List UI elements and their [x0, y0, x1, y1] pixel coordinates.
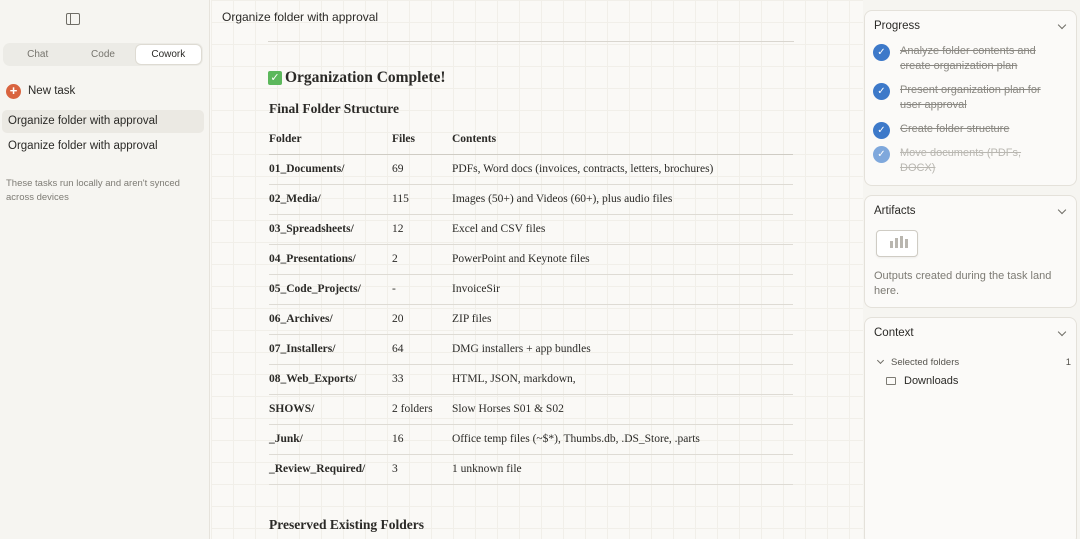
cell-contents: DMG installers + app bundles: [452, 334, 793, 364]
cell-contents: InvoiceSir: [452, 274, 793, 304]
cell-contents: Images (50+) and Videos (60+), plus audio files: [452, 184, 793, 214]
tab-chat[interactable]: Chat: [27, 49, 49, 60]
selected-folders-count: 1: [1065, 356, 1071, 368]
sidebar-toggle-icon[interactable]: [66, 13, 80, 25]
chevron-down-icon[interactable]: [1058, 328, 1066, 336]
header-files: Files: [392, 125, 452, 154]
heading-preserved-folders: Preserved Existing Folders: [269, 517, 424, 532]
cell-contents: 1 unknown file: [452, 454, 793, 484]
cell-folder: SHOWS/: [269, 394, 392, 424]
new-task-button[interactable]: [6, 82, 75, 100]
check-circle-icon: ✓: [873, 83, 890, 100]
progress-title: Progress: [874, 20, 921, 32]
progress-step: [873, 44, 1050, 74]
table-header-row: [269, 125, 793, 154]
progress-step-label: Analyze folder contents and create organization plan: [900, 45, 1036, 72]
cell-contents: Excel and CSV files: [452, 214, 793, 244]
artifacts-card: [864, 195, 1077, 308]
progress-step: [873, 146, 1050, 176]
check-circle-icon: ✓: [873, 146, 890, 163]
table-row: [269, 244, 793, 274]
task-item[interactable]: Organize folder with approval: [8, 140, 158, 152]
artifacts-description: Outputs created during the task land here.: [874, 270, 1052, 297]
table-row: [269, 424, 793, 454]
chart-icon: [876, 230, 918, 257]
context-card: [864, 317, 1077, 539]
cell-files: 2: [392, 244, 452, 274]
main-content: [211, 0, 863, 539]
cell-folder: 01_Documents/: [269, 154, 392, 184]
chevron-down-icon[interactable]: [1058, 206, 1066, 214]
right-panel: [863, 0, 1080, 539]
folder-icon: [886, 377, 896, 385]
cell-folder: 02_Media/: [269, 184, 392, 214]
context-title: Context: [874, 327, 914, 339]
cell-contents: PowerPoint and Keynote files: [452, 244, 793, 274]
cell-files: 20: [392, 304, 452, 334]
cell-folder: _Junk/: [269, 424, 392, 454]
cell-folder: 06_Archives/: [269, 304, 392, 334]
selected-folders-label: Selected folders: [891, 356, 960, 368]
cell-contents: ZIP files: [452, 304, 793, 334]
folder-name: Downloads: [904, 375, 959, 387]
heading-complete-text: Organization Complete!: [285, 69, 446, 86]
table-body: [269, 154, 793, 484]
cell-folder: _Review_Required/: [269, 454, 392, 484]
task-item[interactable]: Organize folder with approval: [2, 110, 204, 133]
cell-contents: Office temp files (~$*), Thumbs.db, .DS_Store, .parts: [452, 424, 793, 454]
tab-cowork[interactable]: Cowork: [136, 45, 201, 64]
table-row: [269, 394, 793, 424]
progress-step-label: Present organization plan for user approval: [900, 84, 1041, 111]
progress-step: [873, 122, 1050, 139]
new-task-label: New task: [28, 85, 76, 97]
folder-structure-table: [269, 125, 793, 485]
page-title: Organize folder with approval: [222, 10, 379, 24]
plus-icon: +: [6, 84, 21, 99]
table-row: [269, 334, 793, 364]
chevron-down-icon[interactable]: [1058, 21, 1066, 29]
cell-files: -: [392, 274, 452, 304]
cell-files: 12: [392, 214, 452, 244]
progress-step-label: Move documents (PDFs, DOCX): [900, 147, 1022, 174]
selected-folders-toggle[interactable]: [877, 355, 1071, 369]
cell-files: 3: [392, 454, 452, 484]
cell-contents: Slow Horses S01 & S02: [452, 394, 793, 424]
table-row: [269, 274, 793, 304]
sidebar-note: These tasks run locally and aren't synced across devices: [6, 178, 180, 203]
cell-files: 115: [392, 184, 452, 214]
cell-contents: PDFs, Word docs (invoices, contracts, letters, brochures): [452, 154, 793, 184]
table-row: [269, 454, 793, 484]
cell-contents: HTML, JSON, markdown,: [452, 364, 793, 394]
divider: [268, 41, 794, 42]
table-row: [269, 214, 793, 244]
progress-step-label: Create folder structure: [900, 123, 1010, 135]
cell-folder: 05_Code_Projects/: [269, 274, 392, 304]
table-row: [269, 154, 793, 184]
check-circle-icon: ✓: [873, 44, 890, 61]
heading-final-structure: Final Folder Structure: [269, 101, 399, 116]
cell-files: 2 folders: [392, 394, 452, 424]
cell-files: 16: [392, 424, 452, 454]
cell-files: 33: [392, 364, 452, 394]
chevron-down-icon: [877, 357, 884, 364]
check-mark-icon: ✓: [268, 71, 282, 85]
mode-tabs: [3, 43, 203, 66]
tab-code[interactable]: Code: [91, 49, 115, 60]
artifacts-title: Artifacts: [874, 205, 916, 217]
heading-complete: [268, 69, 446, 87]
cell-folder: 07_Installers/: [269, 334, 392, 364]
table-row: [269, 304, 793, 334]
cell-folder: 08_Web_Exports/: [269, 364, 392, 394]
progress-card: [864, 10, 1077, 186]
folder-item[interactable]: [886, 375, 958, 387]
header-contents: Contents: [452, 125, 793, 154]
sidebar: [0, 0, 210, 539]
table-row: [269, 364, 793, 394]
check-circle-icon: ✓: [873, 122, 890, 139]
table-row: [269, 184, 793, 214]
cell-folder: 04_Presentations/: [269, 244, 392, 274]
cell-files: 69: [392, 154, 452, 184]
header-folder: Folder: [269, 125, 392, 154]
cell-folder: 03_Spreadsheets/: [269, 214, 392, 244]
progress-step: [873, 83, 1050, 113]
cell-files: 64: [392, 334, 452, 364]
